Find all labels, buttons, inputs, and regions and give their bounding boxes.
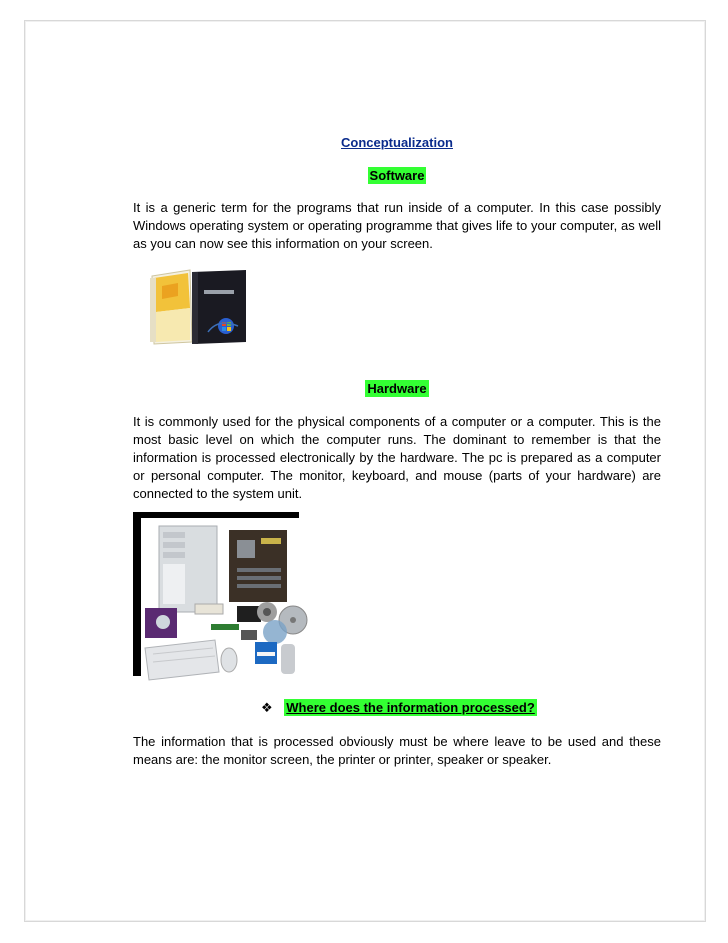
hardware-components-image: [133, 512, 313, 684]
software-heading-row: [133, 168, 661, 183]
diamond-bullet-icon: ❖: [261, 701, 273, 716]
page-title[interactable]: Conceptualization: [341, 135, 453, 150]
software-boxes-image: [148, 268, 250, 346]
question-body: The information that is processed obviously must be where leave to be used and these means are: the monitor screen, the printer or printer, speaker or speaker.: [133, 734, 661, 767]
software-section: [133, 199, 661, 253]
hardware-section: [133, 413, 661, 503]
question-section: [133, 733, 661, 769]
hardware-heading: Hardware: [367, 381, 427, 396]
software-body: It is a generic term for the programs that run inside of a computer. In this case possibly Windows operating system or operating programme that gives life to your computer, as well as you can now see this information on your screen.: [133, 200, 661, 251]
software-heading: Software: [369, 168, 425, 183]
hardware-body: It is commonly used for the physical components of a computer or a computer. This is the most basic level on which the computer runs. The dominant to remember is that the information is processed electronically by the hardware. The pc is prepared as a computer or personal computer. The monitor, keyboard, and mouse (parts of your hardware) are connected to the system unit.: [133, 414, 661, 501]
question-row: [261, 700, 581, 716]
hardware-heading-row: [133, 381, 661, 396]
page-title-row: [133, 135, 661, 150]
question-text: Where does the information processed?: [286, 700, 535, 715]
